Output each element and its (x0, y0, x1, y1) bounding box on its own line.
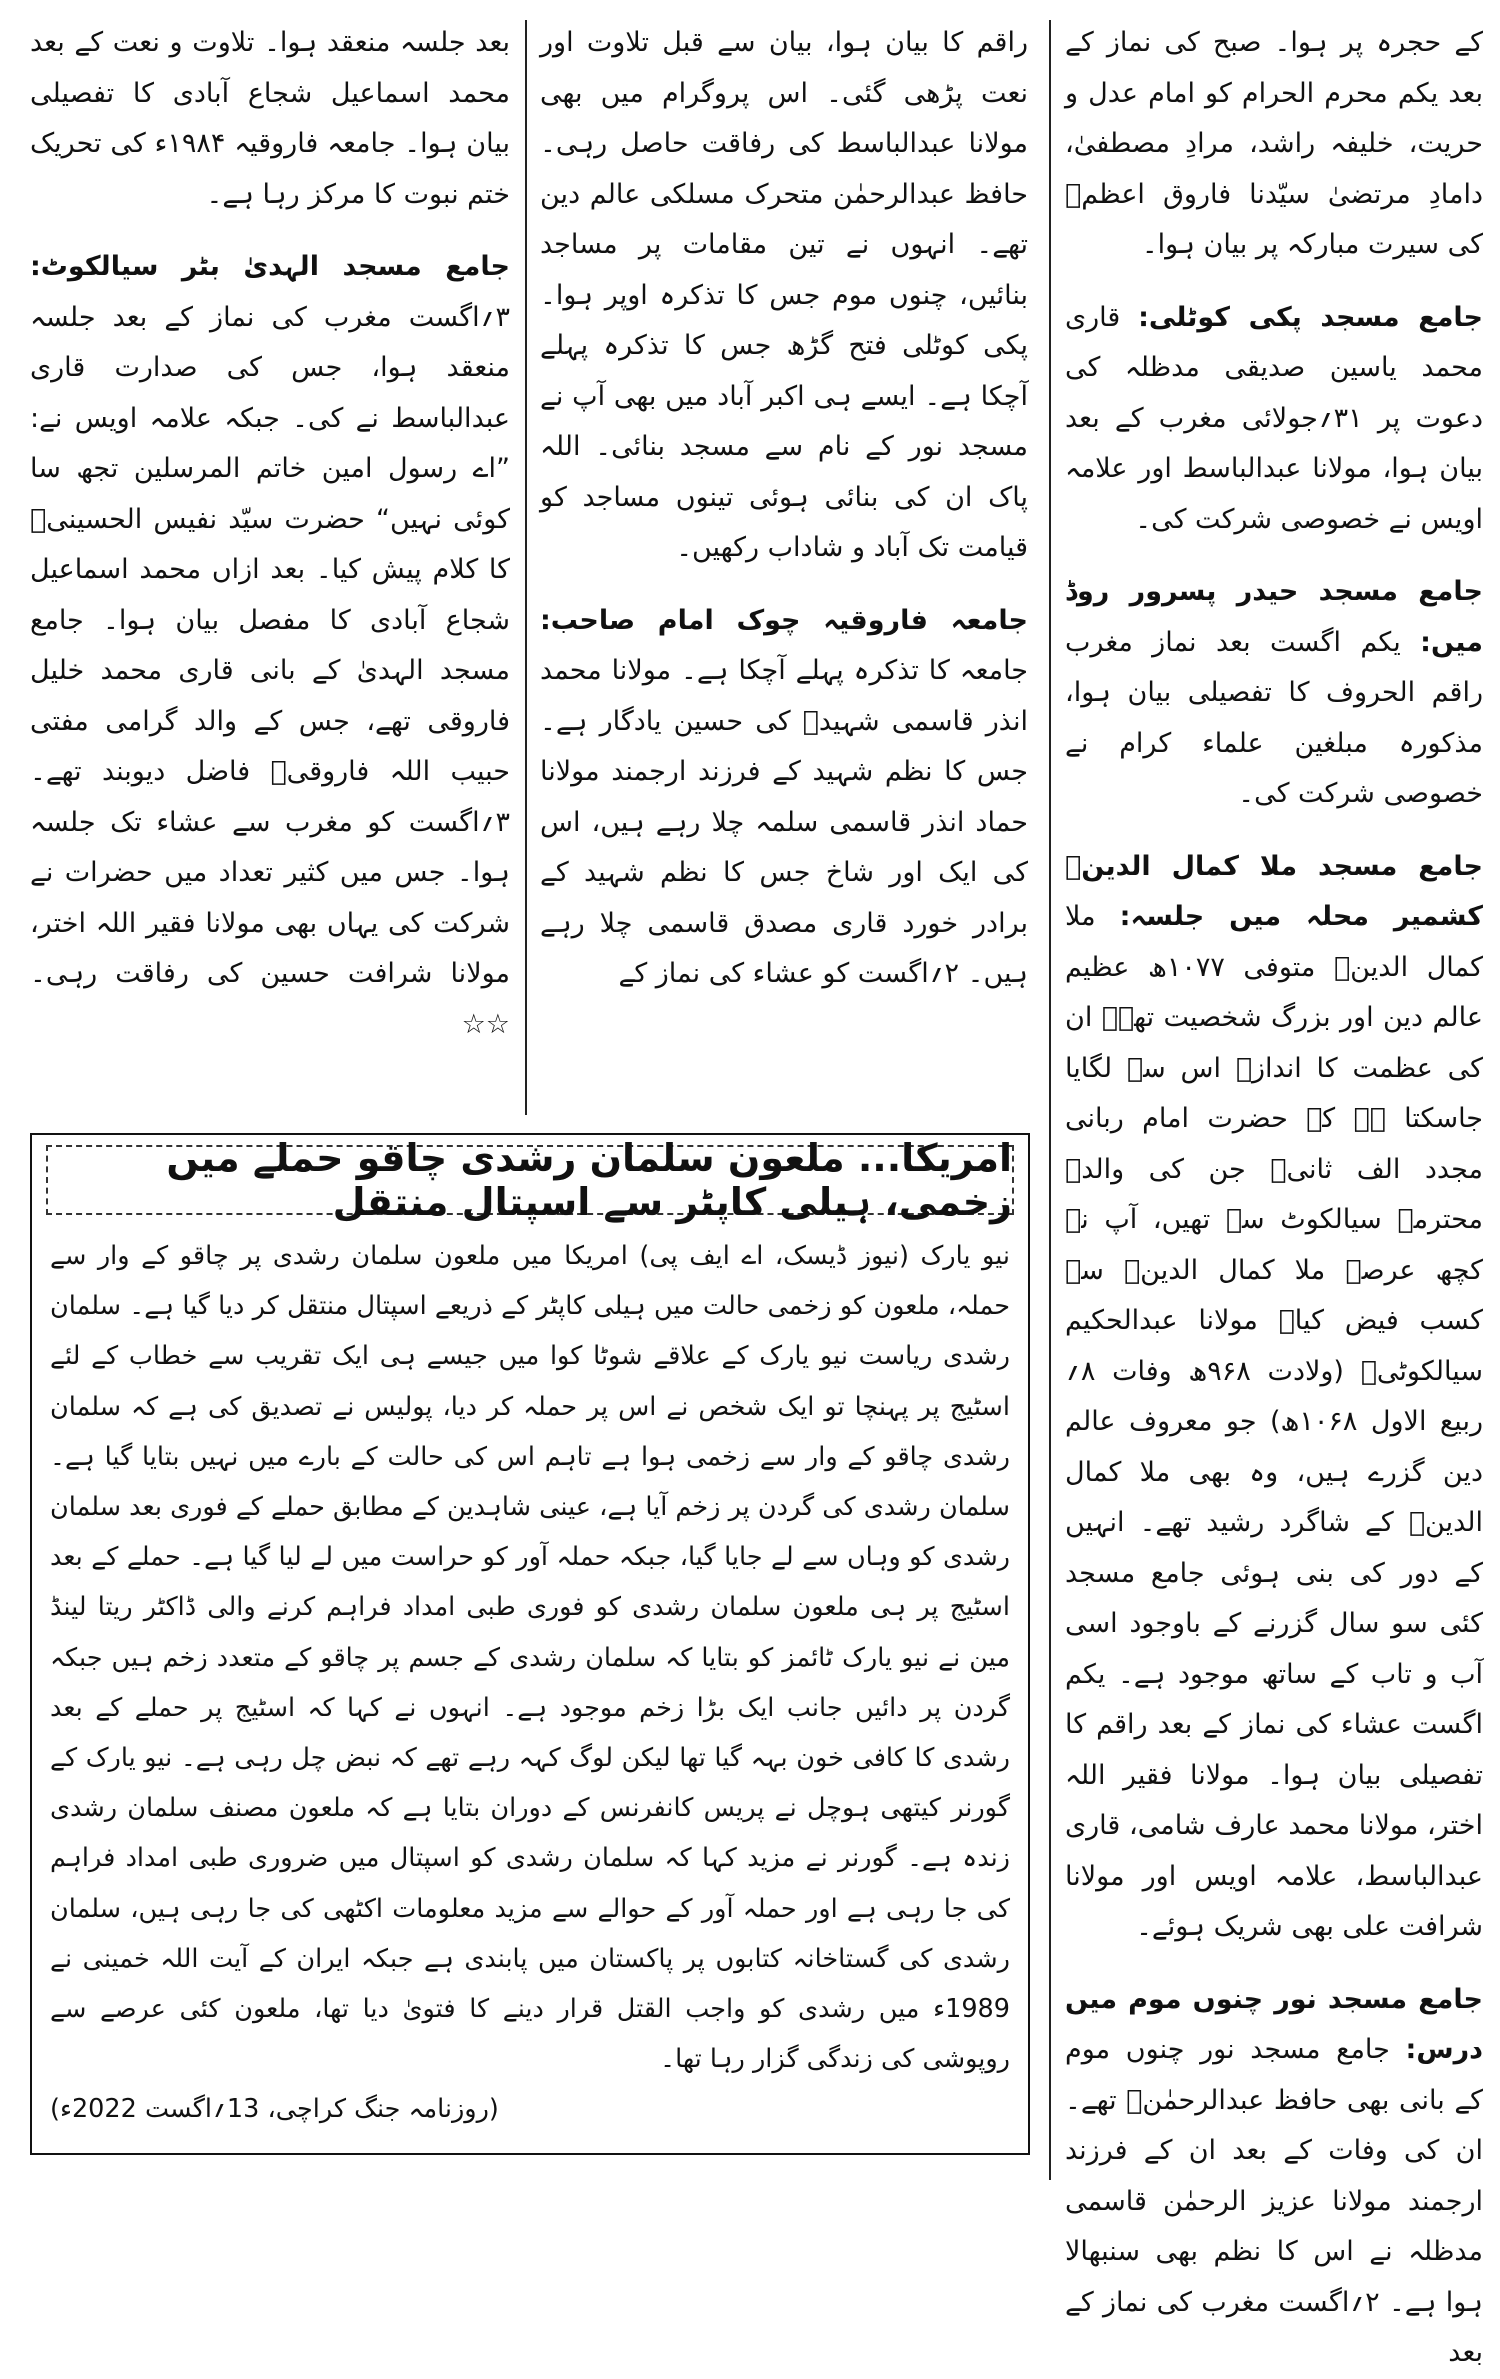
section-heading: جامع مسجد نور چنوں موم میں درس: (1065, 1983, 1483, 2065)
paragraph-text: ۳؍اگست مغرب کی نماز کے بعد جلسہ منعقد ہوا، جس کی صدارت قاری عبدالباسط نے کی۔ جبکہ علامہ اویس نے: ”اے رسول امین خاتم المرسلین تجھ سا کوئی نہیں“ حضرت سیّد نفیس الحسینیؒ کا کلام پیش کیا۔ بعد ازاں محمد اسماعیل شجاع آبادی کا مفصل بیان ہوا۔ جامع مسجد الہدیٰ کے بانی قاری محمد خلیل فاروقی تھے، جس کے والد گرامی مفتی حبیب اللہ فاروقیؒ فاضل دیوبند تھے۔ ۳؍اگست کو مغرب سے عشاء تک جلسہ ہوا۔ جس میں کثیر تعداد میں حضرات نے شرکت کی یہاں بھی مولانا فقیر اللہ اختر، مولانا شرافت حسین کی رفاقت رہی۔ ☆☆ (30, 301, 510, 1040)
news-body (50, 1231, 1010, 2139)
news-text: نیو یارک (نیوز ڈیسک، اے ایف پی) امریکا میں ملعون سلمان رشدی پر چاقو کے وار سے حملہ، ملعون کو زخمی حالت میں ہیلی کاپٹر کے ذریعے اسپتال منتقل کر دیا گیا ہے۔ سلمان رشدی ریاست نیو یارک کے علاقے شوٹا کوا میں جیسے ہی ایک تقریب سے خطاب کے لئے اسٹیج پر پہنچا تو ایک شخص نے اس پر حملہ کر دیا، پولیس نے تصدیق کی ہے کہ سلمان رشدی چاقو کے وار سے زخمی ہوا ہے تاہم اس کی حالت کے بارے میں نہیں بتایا گیا ہے۔ سلمان رشدی کی گردن پر زخم آیا ہے، عینی شاہدین کے مطابق حملے کے فوری بعد سلمان رشدی کو وہاں سے لے جایا گیا، جبکہ حملہ آور کو حراست میں لے لیا گیا ہے۔ حملے کے بعد اسٹیج پر ہی ملعون سلمان رشدی کو فوری طبی امداد فراہم کرنے والی ڈاکٹر ریتا لینڈ مین نے نیو یارک ٹائمز کو بتایا کہ سلمان رشدی کے جسم پر چاقو کے متعدد زخم ہیں جبکہ گردن پر دائیں جانب ایک بڑا زخم موجود ہے۔ انہوں نے کہا کہ اسٹیج پر حملے کے بعد رشدی کا کافی خون بہہ گیا تھا لیکن لوگ کہہ رہے تھے کہ نبض چل رہی ہے۔ نیو یارک کے گورنر کیتھی ہوچل نے پریس کانفرنس کے دوران بتایا ہے کہ ملعون مصنف سلمان رشدی زندہ ہے۔ گورنر نے مزید کہا کہ سلمان رشدی کو اسپتال میں ضروری طبی امداد فراہم کی جا رہی ہے اور حملہ آور کے حوالے سے مزید معلومات اکٹھی کی جا رہی ہیں، سلمان رشدی کی گستاخانہ کتابوں پر پاکستان میں پابندی ہے جبکہ ایران کے آیت اللہ خمینی نے 1989ء میں رشدی کو واجب القتل قرار دینے کا فتویٰ دیا تھا، ملعون کئی عرصے سے روپوشی کی زندگی گزار رہا تھا۔ (50, 1241, 1010, 2075)
paragraph (1065, 18, 1483, 271)
paragraph (1065, 567, 1483, 820)
paragraph-text: جامعہ کا تذکرہ پہلے آچکا ہے۔ مولانا محمد انذر قاسمی شہیدؒ کی حسین یادگار ہے۔ جس کا نظم شہید کے فرزند ارجمند مولانا حماد انذر قاسمی سلمہ چلا رہے ہیں، اس کی ایک اور شاخ جس کا نظم شہید کے برادر خورد قاری مصدق قاسمی چلا رہے ہیں۔ ۲؍اگست کو عشاء کی نماز کے (540, 655, 1028, 989)
column-middle (540, 18, 1028, 1116)
paragraph-text: یکم اگست بعد نماز مغرب راقم الحروف کا تفصیلی بیان ہوا، مذکورہ مبلغین علماء کرام نے خصوصی شرکت کی۔ (1065, 626, 1483, 809)
paragraph-text: کے حجرہ پر ہوا۔ صبح کی نماز کے بعد یکم محرم الحرام کو امام عدل و حریت، خلیفہ راشد، مرادِ مصطفیٰ، دامادِ مرتضیٰ سیّدنا فاروق اعظمؓ کی سیرت مبارکہ پر بیان ہوا۔ (1065, 27, 1483, 260)
column-right (1065, 18, 1484, 2368)
paragraph (30, 18, 510, 220)
paragraph (1065, 293, 1483, 546)
paragraph (1065, 1975, 1483, 2379)
paragraph-text: قاری محمد یاسین صدیقی مدظلہ کی دعوت پر ۳۱؍جولائی مغرب کے بعد بیان ہوا، مولانا عبدالباسط اور علامہ اویس نے خصوصی شرکت کی۔ (1065, 301, 1483, 535)
paragraph (540, 596, 1028, 1000)
section-heading: جامع مسجد حیدر پسرور روڈ میں: (1065, 576, 1483, 658)
paragraph-text: بعد جلسہ منعقد ہوا۔ تلاوت و نعت کے بعد محمد اسماعیل شجاع آبادی کا تفصیلی بیان ہوا۔ جامعہ فاروقیہ ۱۹۸۴ء کی تحریک ختم نبوت کا مرکز رہا ہے۔ (30, 27, 510, 210)
section-heading: جامعہ فاروقیہ چوک امام صاحب: (540, 604, 1028, 636)
paragraph (30, 242, 510, 1050)
paragraph-text: راقم کا بیان ہوا، بیان سے قبل تلاوت اور نعت پڑھی گئی۔ اس پروگرام میں بھی مولانا عبدالباسط کی رفاقت حاصل رہی۔ حافظ عبدالرحمٰن متحرک مسلکی عالم دین تھے۔ انہوں نے تین مقامات پر مساجد بنائیں، چنوں موم جس کا تذکرہ اوپر ہوا۔ پکی کوٹلی فتح گڑھ جس کا تذکرہ پہلے آچکا ہے۔ ایسے ہی اکبر آباد میں بھی آپ نے مسجد نور کے نام سے مسجد بنائی۔ اللہ پاک ان کی بنائی ہوئی تینوں مساجد کو قیامت تک آباد و شاداب رکھیں۔ (540, 27, 1028, 563)
paragraph-text: جامع مسجد نور چنوں موم کے بانی بھی حافظ عبدالرحمٰنؒ تھے۔ ان کی وفات کے بعد ان کے فرزند ارجمند مولانا عزیز الرحمٰن قاسمی مدظلہ نے اس کا نظم بھی سنبھالا ہوا ہے۔ ۲؍اگست مغرب کی نماز کے بعد (1065, 2034, 1483, 2368)
column-divider (525, 20, 527, 1115)
news-headline: امریکا... ملعون سلمان رشدی چاقو حملے میں زخمی، ہیلی کاپٹر سے اسپتال منتقل (46, 1145, 1014, 1215)
section-heading: جامع مسجد الہدیٰ بٹر سیالکوٹ: (30, 251, 510, 282)
paragraph-text: ملا کمال الدینؒ متوفی ۱۰۷۷ھ عظیم عالم دین اور بزرگ شخصیت تھے۔ ان کی عظمت کا اندازہ اس سے لگایا جاسکتا ہے کہ حضرت امام ربانی مجدد الف ثانیؒ جن کی والدہ محترمہ سیالکوٹ سے تھیں، آپ نے کچھ عرصہ ملا کمال الدینؒ سے کسب فیض کیا۔ مولانا عبدالحکیم سیالکوٹیؒ (ولادت ۹۶۸ھ وفات ۸؍ ربیع الاول ۱۰۶۸ھ) جو معروف عالم دین گزرے ہیں، وہ بھی ملا کمال الدینؒ کے شاگرد رشید تھے۔ انہیں کے دور کی بنی ہوئی جامع مسجد کئی سو سال گزرنے کے باوجود اسی آب و تاب کے ساتھ موجود ہے۔ یکم اگست عشاء کی نماز کے بعد راقم کا تفصیلی بیان ہوا۔ مولانا فقیر اللہ اختر، مولانا محمد عارف شامی، قاری عبدالباسط، علامہ اویس اور مولانا شرافت علی بھی شریک ہوئے۔ (1065, 901, 1484, 1942)
news-box (30, 1133, 1030, 2155)
column-left (30, 18, 510, 1116)
news-source: (روزنامہ جنگ کراچی، 13؍اگست 2022ء) (50, 2094, 499, 2125)
section-heading: جامع مسجد ملا کمال الدینؒ کشمیر محلہ میں جلسہ: (1065, 850, 1484, 932)
column-divider (1049, 20, 1051, 2180)
section-heading: جامع مسجد پکی کوٹلی: (1138, 301, 1484, 333)
paragraph (1065, 842, 1483, 1953)
paragraph (540, 18, 1028, 574)
